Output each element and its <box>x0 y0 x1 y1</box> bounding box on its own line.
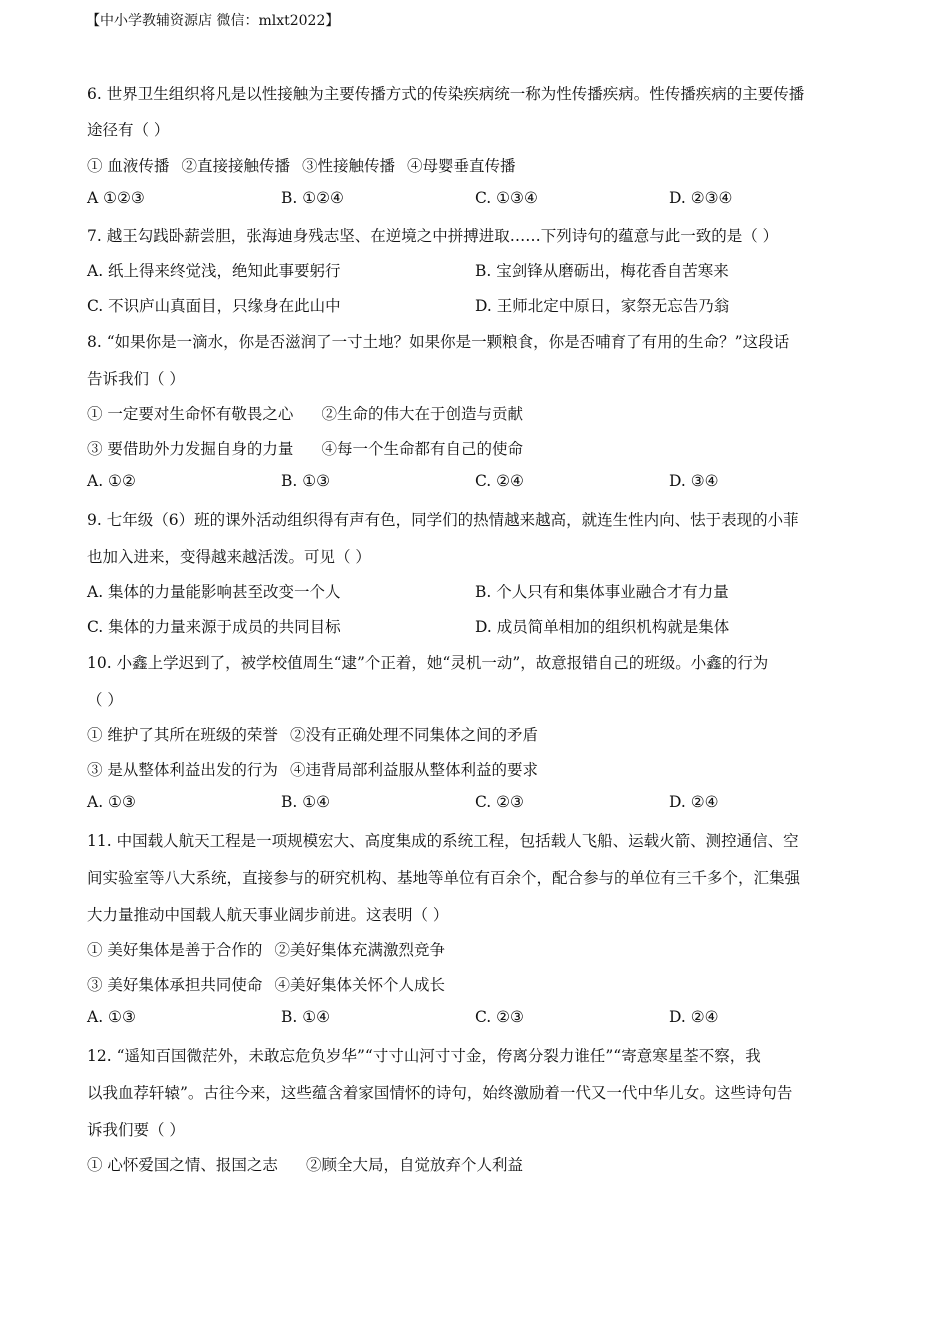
q10-option-b: B. ①④ <box>281 793 331 811</box>
q11-item-1: ① 美好集体是善于合作的 <box>87 941 263 959</box>
q7-stem-line1: 7. 越王勾践卧薪尝胆，张海迪身残志坚、在逆境之中拼搏进取……下列诗句的蕴意与此一致的是（ ） <box>87 227 779 245</box>
q6-items <box>87 154 515 176</box>
q8-option-b: B. ①③ <box>281 472 331 490</box>
q10-items-row1 <box>87 723 538 745</box>
q11-option-d: D. ②④ <box>669 1008 719 1026</box>
q8-item-2: ②生命的伟大在于创造与贡献 <box>321 405 523 423</box>
q6-option-d: D. ②③④ <box>669 189 733 207</box>
q11-item-3: ③ 美好集体承担共同使命 <box>87 976 263 994</box>
q7-option-a: A. 纸上得来终觉浅，绝知此事要躬行 <box>87 262 341 280</box>
q10-item-1: ① 维护了其所在班级的荣誉 <box>87 726 278 744</box>
q11-stem-line1: 11. 中国载人航天工程是一项规模宏大、高度集成的系统工程，包括载人飞船、运载火箭、测控通信、空 <box>87 832 799 850</box>
q8-option-a: A. ①② <box>87 472 136 490</box>
q10-item-2: ②没有正确处理不同集体之间的矛盾 <box>289 726 538 744</box>
q8-items-row2 <box>87 437 523 459</box>
q10-option-a: A. ①③ <box>87 793 136 811</box>
q6-item-1: ① 血液传播 <box>87 157 170 175</box>
q8-option-c: C. ②④ <box>475 472 524 490</box>
page-header: 【中小学教辅资源店 微信：mlxt2022】 <box>86 13 340 29</box>
q11-items-row2 <box>87 973 445 995</box>
q12-stem-line1: 12. “遥知百国微茫外，未敢忘危负岁华”“寸寸山河寸寸金，侉离分裂力谁任”“寄意寒星荃不察，我 <box>87 1047 761 1065</box>
q7-option-c: C. 不识庐山真面目，只缘身在此山中 <box>87 297 341 315</box>
q10-item-3: ③ 是从整体利益出发的行为 <box>87 761 278 779</box>
q10-item-4: ④违背局部利益服从整体利益的要求 <box>289 761 538 779</box>
q8-items-row1 <box>87 402 523 424</box>
q11-stem-line3: 大力量推动中国载人航天事业阔步前进。这表明（ ） <box>87 906 449 924</box>
q6-item-4: ④母婴垂直传播 <box>406 157 516 175</box>
q10-items-row2 <box>87 758 538 780</box>
q10-option-d: D. ②④ <box>669 793 719 811</box>
q11-item-2: ②美好集体充满激烈竞争 <box>274 941 445 959</box>
q9-option-b: B. 个人只有和集体事业融合才有力量 <box>475 583 729 601</box>
q8-item-1: ① 一定要对生命怀有敬畏之心 <box>87 405 294 423</box>
q8-option-d: D. ③④ <box>669 472 719 490</box>
q9-stem-line1: 9. 七年级（6）班的课外活动组织得有声有色，同学们的热情越来越高，就连生性内向、怯于表现的小菲 <box>87 511 799 529</box>
q6-option-c: C. ①③④ <box>475 189 538 207</box>
q12-stem-line3: 诉我们要（ ） <box>87 1121 185 1139</box>
q6-stem-line1: 6. 世界卫生组织将凡是以性接触为主要传播方式的传染疾病统一称为性传播疾病。性传播疾病的主要传播 <box>87 85 805 103</box>
q11-option-c: C. ②③ <box>475 1008 524 1026</box>
q7-option-b: B. 宝剑锋从磨砺出，梅花香自苦寒来 <box>475 262 729 280</box>
q8-stem-line2: 告诉我们（ ） <box>87 370 185 388</box>
q11-items-row1 <box>87 938 445 960</box>
q12-items-row1 <box>87 1153 523 1175</box>
q12-stem-line2: 以我血荐轩辕”。古往今来，这些蕴含着家国情怀的诗句，始终激励着一代又一代中华儿女。这些诗句告 <box>87 1084 793 1102</box>
q12-item-2: ②顾全大局，自觉放弃个人利益 <box>305 1156 523 1174</box>
q8-stem-line1: 8. “如果你是一滴水，你是否滋润了一寸土地？如果你是一颗粮食，你是否哺育了有用的生命？”这段话 <box>87 333 790 351</box>
q6-stem-line2: 途径有（ ） <box>87 121 170 139</box>
q8-item-4: ④每一个生命都有自己的使命 <box>321 440 523 458</box>
q11-stem-line2: 间实验室等八大系统，直接参与的研究机构、基地等单位有百余个，配合参与的单位有三千多个，汇集强 <box>87 869 801 887</box>
q9-option-c: C. 集体的力量来源于成员的共同目标 <box>87 618 341 636</box>
q10-stem-line1: 10. 小鑫上学迟到了，被学校值周生“逮”个正着，她“灵机一动”，故意报错自己的班级。小鑫的行为 <box>87 654 769 672</box>
q6-item-2: ②直接接触传播 <box>181 157 290 175</box>
q6-option-b: B. ①②④ <box>281 189 344 207</box>
q9-stem-line2: 也加入进来，变得越来越活泼。可见（ ） <box>87 548 371 566</box>
q7-option-d: D. 王师北定中原日，家祭无忘告乃翁 <box>475 297 730 315</box>
q6-item-3: ③性接触传播 <box>301 157 395 175</box>
q9-option-a: A. 集体的力量能影响甚至改变一个人 <box>87 583 341 601</box>
q6-option-a: A ①②③ <box>87 189 145 207</box>
q10-stem-line2: （ ） <box>87 691 123 709</box>
q11-item-4: ④美好集体关怀个人成长 <box>274 976 445 994</box>
q9-option-d: D. 成员简单相加的组织机构就是集体 <box>475 618 730 636</box>
q11-option-b: B. ①④ <box>281 1008 331 1026</box>
q8-item-3: ③ 要借助外力发掘自身的力量 <box>87 440 294 458</box>
q11-option-a: A. ①③ <box>87 1008 136 1026</box>
q12-item-1: ① 心怀爱国之情、报国之志 <box>87 1156 278 1174</box>
q10-option-c: C. ②③ <box>475 793 524 811</box>
